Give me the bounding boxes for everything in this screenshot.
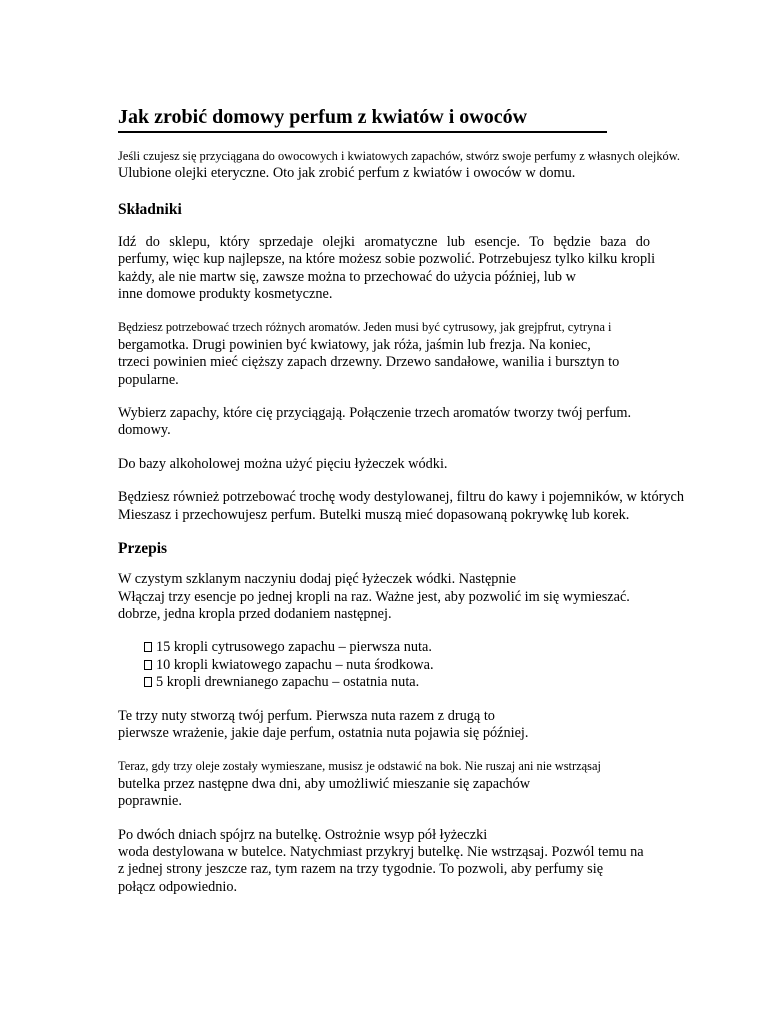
- paragraph-line: woda destylowana w butelce. Natychmiast przykryj butelkę. Nie wstrząsaj. Pozwól temu na: [118, 843, 644, 860]
- recipe-paragraph-1: [118, 571, 730, 623]
- paragraph-line: Wybierz zapachy, które cię przyciągają. Połączenie trzech aromatów tworzy twój perfum.: [118, 405, 632, 422]
- recipe-paragraph-2: [118, 708, 730, 743]
- paragraph-line: Do bazy alkoholowej można użyć pięciu łyżeczek wódki.: [118, 455, 448, 472]
- intro-line: Ulubione olejki eteryczne. Oto jak zrobić perfum z kwiatów i owoców w domu.: [118, 165, 576, 182]
- paragraph-line: dobrze, jedna kropla przed dodaniem następnej.: [118, 605, 392, 622]
- ingredients-paragraph-4: [118, 456, 730, 473]
- paragraph-line: domowy.: [118, 422, 171, 439]
- ingredients-paragraph-3: [118, 405, 730, 440]
- paragraph-line: perfumy, więc kup najlepsze, na które możesz sobie pozwolić. Potrzebujesz tylko kilku kropli: [118, 251, 656, 268]
- paragraph-line: połącz odpowiednio.: [118, 878, 238, 895]
- paragraph-line: bergamotka. Drugi powinien być kwiatowy, jak róża, jaśmin lub frezja. Na koniec,: [118, 336, 591, 353]
- ingredients-paragraph-5: [118, 489, 730, 524]
- paragraph-line: każdy, ale nie martw się, zawsze można to przechować do użycia później, lub w: [118, 268, 576, 285]
- bullet-box-icon: [144, 642, 152, 652]
- bullet-box-icon: [144, 660, 152, 670]
- paragraph-line: inne domowe produkty kosmetyczne.: [118, 286, 333, 303]
- intro-paragraph: [118, 148, 730, 183]
- paragraph-line: pierwsze wrażenie, jakie daje perfum, ostatnia nuta pojawia się później.: [118, 724, 529, 741]
- section-heading-recipe: Przepis: [118, 540, 168, 558]
- section-heading-ingredients: Składniki: [118, 200, 182, 218]
- paragraph-line: butelka przez następne dwa dni, aby umożliwić mieszanie się zapachów: [118, 775, 531, 792]
- recipe-paragraph-3: [118, 758, 730, 810]
- paragraph-line: popularne.: [118, 371, 179, 388]
- title-underline: [527, 131, 607, 133]
- intro-line: Jeśli czujesz się przyciągana do owocowych i kwiatowych zapachów, stwórz swoje perfumy z własnych olejków.: [118, 149, 680, 163]
- paragraph-line: poprawnie.: [118, 793, 182, 810]
- list-item-text: 5 kropli drewnianego zapachu – ostatnia nuta.: [156, 674, 420, 691]
- drops-list: [118, 639, 730, 691]
- paragraph-line: trzeci powinien mieć cięższy zapach drzewny. Drzewo sandałowe, wanilia i bursztyn to: [118, 354, 620, 371]
- paragraph-line: Mieszasz i przechowujesz perfum. Butelki muszą mieć dopasowaną pokrywkę lub korek.: [118, 506, 630, 523]
- title-text: Jak zrobić domowy perfum z kwiatów i owoców: [118, 105, 527, 133]
- document-page: [118, 94, 730, 896]
- paragraph-line: Włączaj trzy esencje po jednej kropli na raz. Ważne jest, aby pozwolić im się wymieszać.: [118, 588, 630, 605]
- page-title: [118, 94, 730, 133]
- list-item: [144, 657, 730, 674]
- paragraph-line: Idź do sklepu, który sprzedaje olejki aromatyczne lub esencje. To będzie baza do: [118, 233, 650, 250]
- list-item-text: 10 kropli kwiatowego zapachu – nuta środkowa.: [156, 656, 434, 673]
- list-item: [144, 674, 730, 691]
- list-item-text: 15 kropli cytrusowego zapachu – pierwsza nuta.: [156, 639, 432, 656]
- paragraph-line: Będziesz potrzebować trzech różnych aromatów. Jeden musi być cytrusowy, jak grejpfrut, cytryna i: [118, 320, 612, 335]
- paragraph-line: Będziesz również potrzebować trochę wody destylowanej, filtru do kawy i pojemników, w których: [118, 489, 685, 506]
- paragraph-line: Teraz, gdy trzy oleje zostały wymieszane, musisz je odstawić na bok. Nie ruszaj ani nie wstrząsaj: [118, 759, 601, 774]
- paragraph-line: Te trzy nuty stworzą twój perfum. Pierwsza nuta razem z drugą to: [118, 707, 495, 724]
- ingredients-paragraph-1: [118, 234, 730, 304]
- paragraph-line: Po dwóch dniach spójrz na butelkę. Ostrożnie wsyp pół łyżeczki: [118, 826, 488, 843]
- paragraph-line: W czystym szklanym naczyniu dodaj pięć łyżeczek wódki. Następnie: [118, 571, 516, 588]
- list-item: [144, 639, 730, 656]
- recipe-paragraph-4: [118, 827, 730, 897]
- paragraph-line: z jednej strony jeszcze raz, tym razem na trzy tygodnie. To pozwoli, aby perfumy się: [118, 861, 604, 878]
- ingredients-paragraph-2: [118, 319, 730, 389]
- bullet-box-icon: [144, 677, 152, 687]
